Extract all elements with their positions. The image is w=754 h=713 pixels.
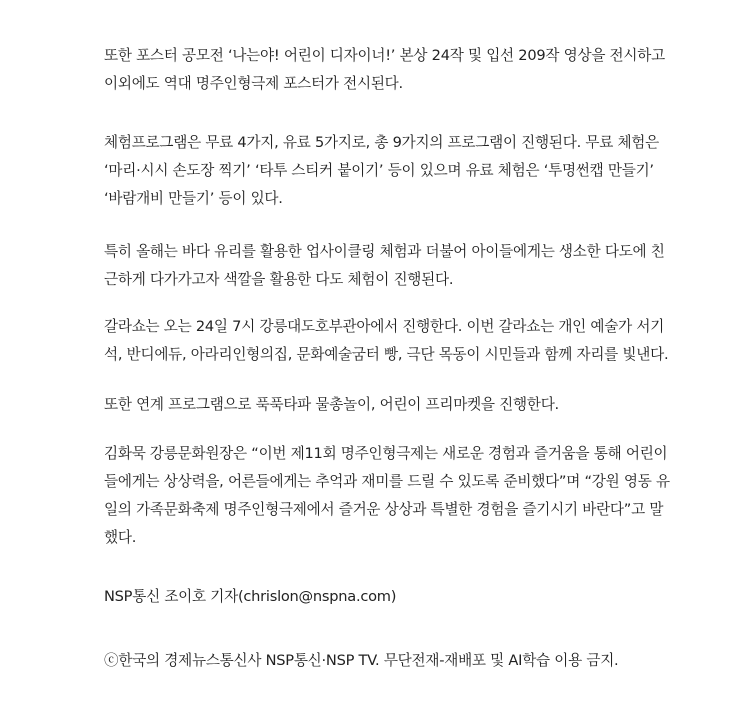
paragraph-line: ‘마리·시시 손도장 찍기’ ‘타투 스티커 붙이기’ 등이 있으며 유료 체험은 ‘투명썬캡 만들기’ xyxy=(104,162,654,179)
paragraph-line: 했다. xyxy=(104,529,137,546)
paragraph-line: 또한 포스터 공모전 ‘나는야! 어린이 디자이너!’ 본상 24작 및 입선 209작 영상을 전시하고 xyxy=(104,47,665,64)
paragraph-line: 석, 반디에듀, 아라리인형의집, 문화예술굼터 빵, 극단 목동이 시민들과 함께 자리를 빛낸다. xyxy=(104,346,669,363)
paragraph-linked-programs xyxy=(104,391,684,419)
paragraph-director-quote xyxy=(104,440,684,552)
paragraph-line: 갈라쇼는 오는 24일 7시 강릉대도호부관아에서 진행한다. 이번 갈라쇼는 개인 예술가 서기 xyxy=(104,318,665,335)
paragraph-gala-show xyxy=(104,313,684,369)
paragraph-line: 김화묵 강릉문화원장은 “이번 제11회 명주인형극제는 새로운 경험과 즐거움을 통해 어린이 xyxy=(104,445,668,462)
copyright-text: ⓒ한국의 경제뉴스통신사 NSP통신·NSP TV. 무단전재-재배포 및 AI학습 이용 금지. xyxy=(104,652,619,669)
paragraph-line: 일의 가족문화축제 명주인형극제에서 즐거운 상상과 특별한 경험을 즐기시기 바란다”고 말 xyxy=(104,501,664,518)
paragraph-line: 근하게 다가가고자 색깔을 활용한 다도 체험이 진행된다. xyxy=(104,271,454,288)
copyright-notice xyxy=(104,647,684,675)
paragraph-line: 들에게는 상상력을, 어른들에게는 추억과 재미를 드릴 수 있도록 준비했다”며 “강원 영동 유 xyxy=(104,473,670,490)
paragraph-line: 이외에도 역대 명주인형극제 포스터가 전시된다. xyxy=(104,75,403,92)
paragraph-poster-exhibition xyxy=(104,42,684,98)
paragraph-line: ‘바람개비 만들기’ 등이 있다. xyxy=(104,190,283,207)
byline-text: NSP통신 조이호 기자(chrislon@nspna.com) xyxy=(104,588,397,605)
paragraph-line: 특히 올해는 바다 유리를 활용한 업사이클링 체험과 더불어 아이들에게는 생소한 다도에 친 xyxy=(104,243,665,260)
reporter-byline xyxy=(104,583,684,611)
paragraph-experience-programs xyxy=(104,129,684,213)
paragraph-line: 또한 연계 프로그램으로 푹푹타파 물총놀이, 어린이 프리마켓을 진행한다. xyxy=(104,396,559,413)
paragraph-line: 체험프로그램은 무료 4가지, 유료 5가지로, 총 9가지의 프로그램이 진행된다. 무료 체험은 xyxy=(104,134,659,151)
paragraph-upcycling-tea xyxy=(104,238,684,294)
